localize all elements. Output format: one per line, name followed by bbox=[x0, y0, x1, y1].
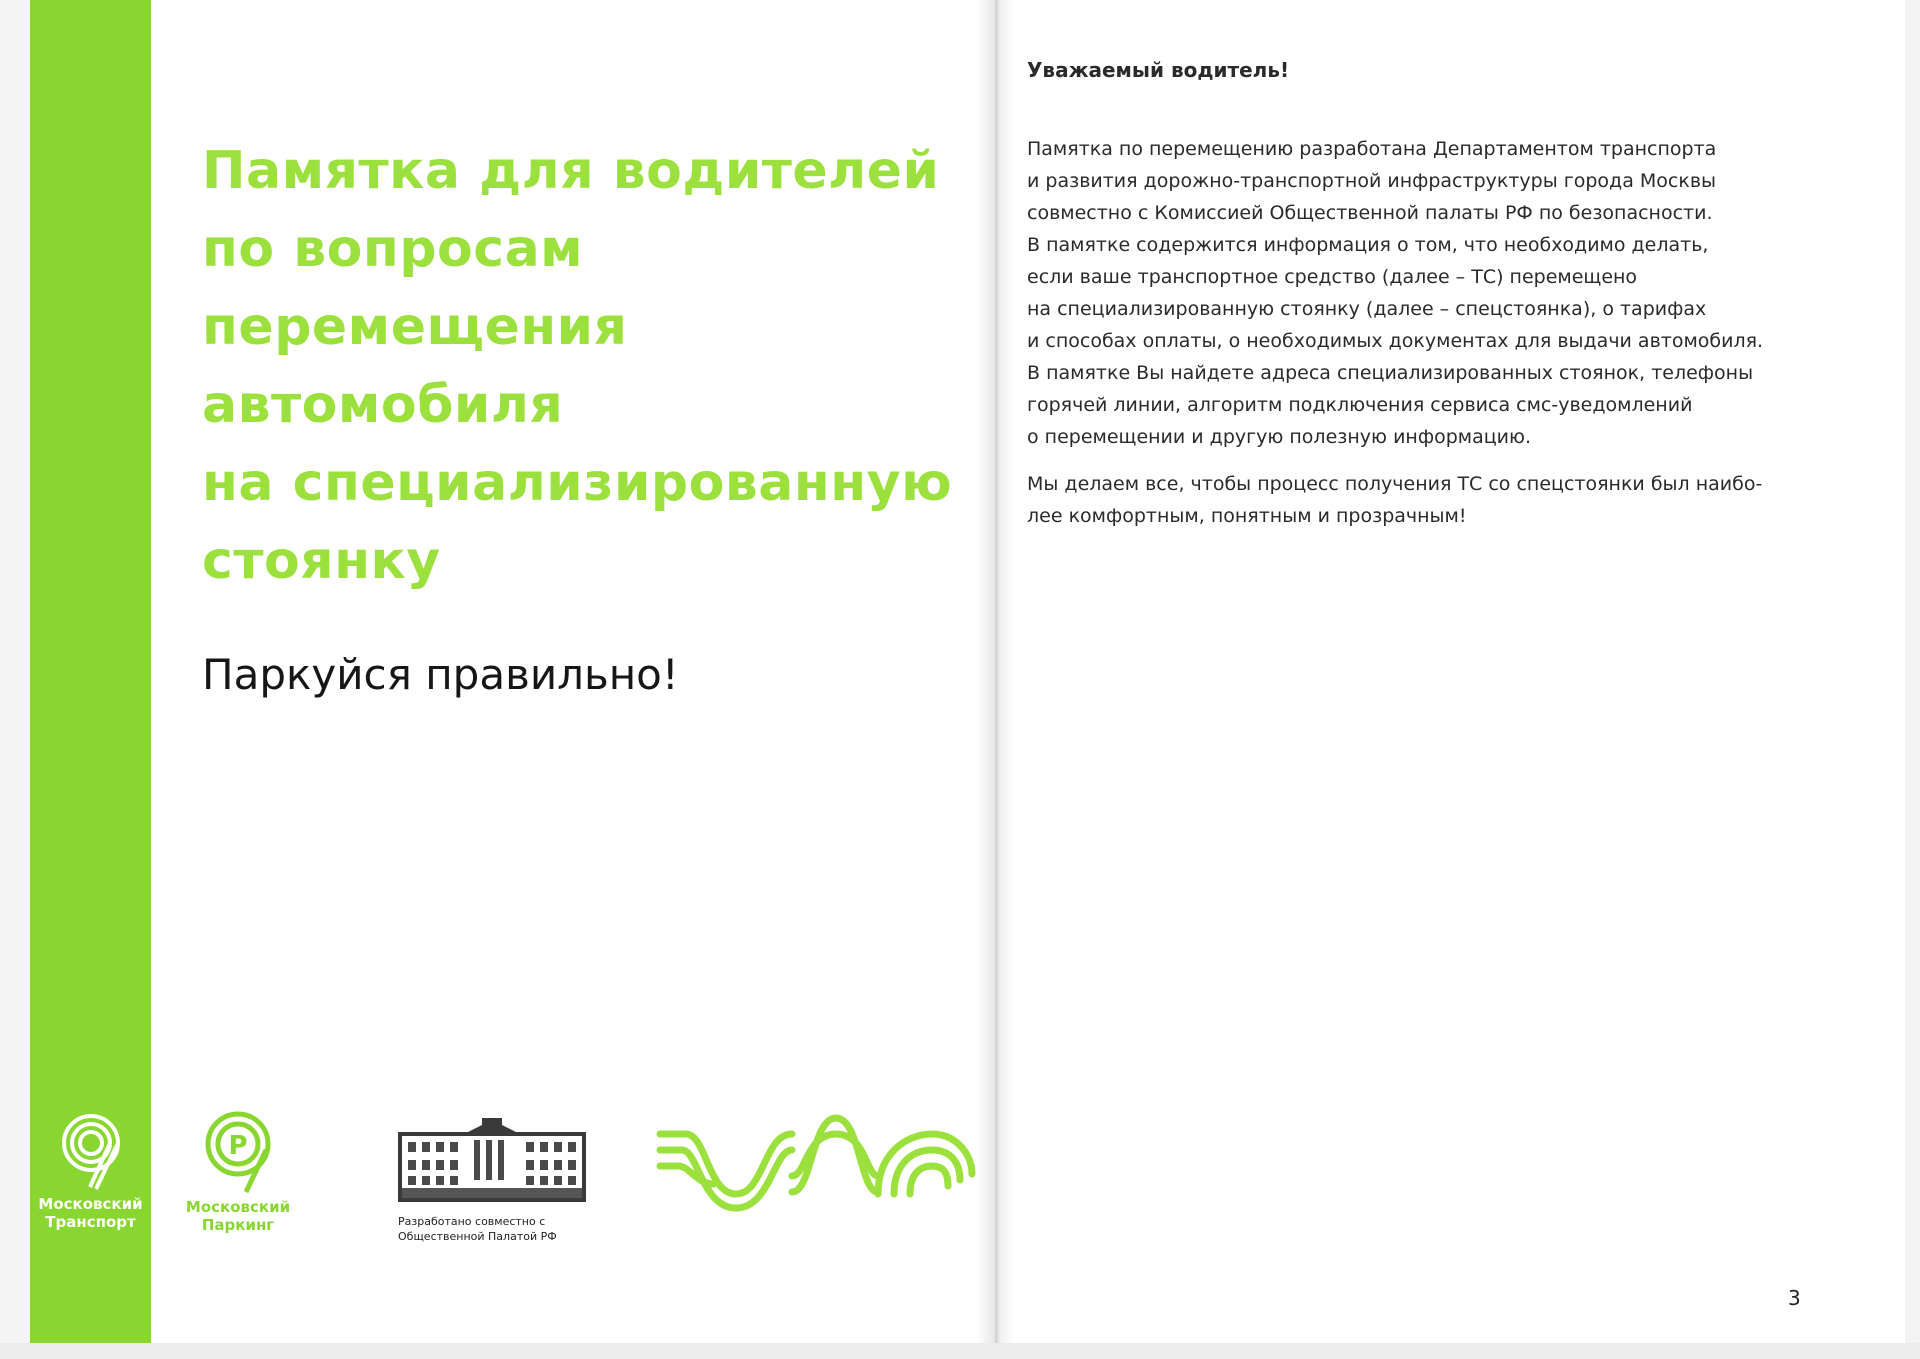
closing-line: лее комфортным, понятным и прозрачным! bbox=[1027, 505, 1467, 527]
intro-line: Памятка по перемещению разработана Департаментом транспорта bbox=[1027, 138, 1717, 160]
moscow-parking-logo-text bbox=[178, 1198, 298, 1234]
text-page bbox=[1015, 0, 1905, 1343]
public-chamber-caption bbox=[398, 1214, 588, 1244]
caption-line: Разработано совместно с bbox=[398, 1215, 546, 1228]
intro-line: на специализированную стоянку (далее – спецстоянка), о тарифах bbox=[1027, 298, 1707, 320]
page-greeting: Уважаемый водитель! bbox=[1027, 58, 1290, 82]
intro-line: В памятке Вы найдете адреса специализированных стоянок, телефоны bbox=[1027, 362, 1754, 384]
book-gutter bbox=[977, 0, 1015, 1359]
public-chamber-logo bbox=[398, 1118, 588, 1244]
moscow-transport-logo-text bbox=[30, 1195, 151, 1231]
cover-title bbox=[202, 132, 962, 600]
intro-line: о перемещении и другую полезную информацию. bbox=[1027, 426, 1532, 448]
cover-title-line: стоянку bbox=[202, 531, 441, 591]
closing-paragraph bbox=[1027, 468, 1867, 532]
intro-line: горячей линии, алгоритм подключения сервиса смс-уведомлений bbox=[1027, 394, 1693, 416]
logo-text-line: Паркинг bbox=[201, 1216, 275, 1234]
cover-slogan: Паркуйся правильно! bbox=[202, 650, 679, 699]
intro-line: и способах оплаты, о необходимых документах для выдачи автомобиля. bbox=[1027, 330, 1764, 352]
public-chamber-building-icon bbox=[398, 1118, 586, 1202]
logo-text-line: Транспорт bbox=[45, 1213, 136, 1231]
green-waves-pattern-icon bbox=[656, 1114, 976, 1214]
intro-line: В памятке содержится информация о том, что необходимо делать, bbox=[1027, 234, 1709, 256]
cover-title-line: перемещения автомобиля bbox=[202, 297, 628, 435]
logo-text-line: Московский bbox=[38, 1195, 143, 1213]
moscow-transport-logo bbox=[30, 1113, 151, 1231]
cover-title-line: Памятка для водителей bbox=[202, 141, 940, 201]
cover-title-line: по вопросам bbox=[202, 219, 584, 279]
scan-edge bbox=[1905, 0, 1920, 1359]
intro-line: совместно с Комиссией Общественной палаты РФ по безопасности. bbox=[1027, 202, 1713, 224]
page-number: 3 bbox=[1788, 1286, 1801, 1310]
logo-text-line: Московский bbox=[185, 1198, 291, 1216]
intro-line: и развития дорожно-транспортной инфраструктуры города Москвы bbox=[1027, 170, 1717, 192]
intro-paragraph bbox=[1027, 133, 1867, 453]
moscow-transport-9-icon bbox=[56, 1113, 126, 1191]
scan-edge bbox=[0, 0, 30, 1359]
svg-text:P: P bbox=[228, 1131, 248, 1161]
moscow-parking-p-icon bbox=[200, 1110, 276, 1194]
closing-line: Мы делаем все, чтобы процесс получения ТС со спецстоянки был наибо- bbox=[1027, 473, 1763, 495]
caption-line: Общественной Палатой РФ bbox=[398, 1230, 557, 1243]
cover-title-line: на специализированную bbox=[202, 453, 953, 513]
scan-bottom-edge bbox=[0, 1343, 1920, 1359]
moscow-parking-logo bbox=[178, 1110, 298, 1234]
intro-line: если ваше транспортное средство (далее – ТС) перемещено bbox=[1027, 266, 1638, 288]
